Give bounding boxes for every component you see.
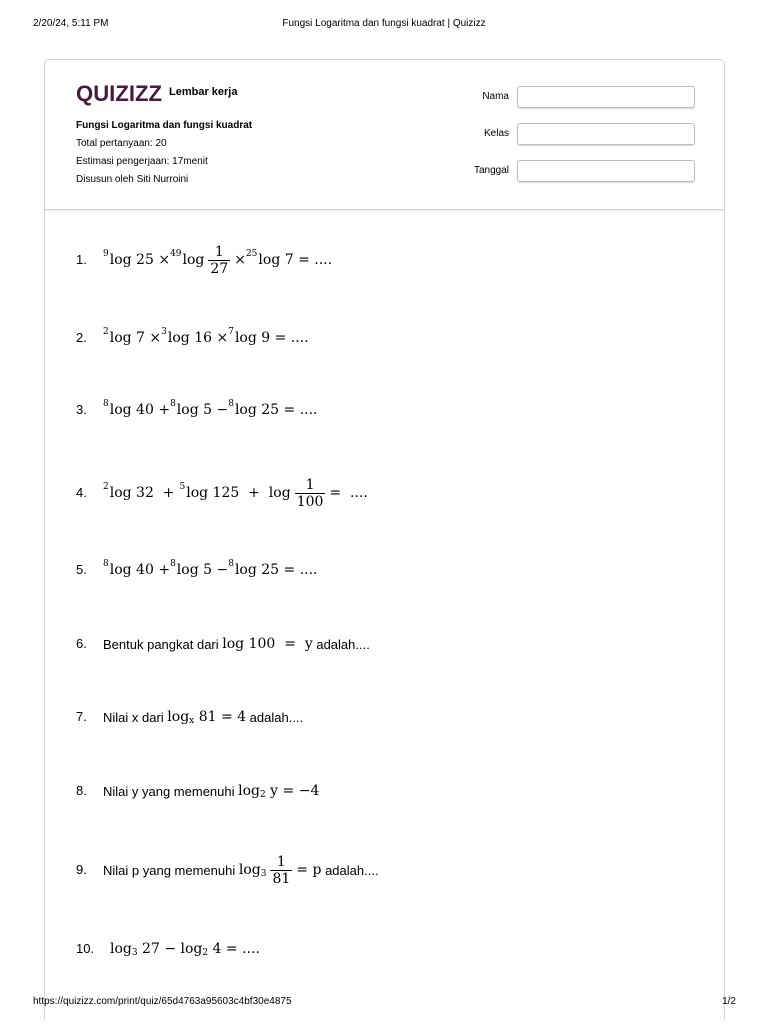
print-datetime: 2/20/24, 5:11 PM	[33, 18, 109, 29]
log-base: 8	[170, 559, 176, 569]
question-number: 6.	[76, 636, 87, 651]
question-suffix: adalah....	[312, 636, 370, 652]
date-field[interactable]	[517, 160, 695, 182]
math-text: log 100 = y	[222, 636, 313, 652]
log-base: 3	[161, 327, 167, 337]
math-text: log 5 −	[176, 562, 229, 578]
math-text: log 40 +	[109, 402, 171, 418]
fraction	[208, 244, 230, 277]
numerator: 1	[276, 853, 286, 870]
question-number: 1.	[76, 252, 87, 267]
log-base: 9	[103, 249, 109, 259]
math-text: log 5 −	[176, 402, 229, 418]
log-base: 2	[103, 327, 109, 337]
math-text: log	[238, 783, 260, 799]
numerator: 1	[214, 243, 224, 260]
question-suffix: adalah....	[321, 862, 379, 878]
math-text: 81 = 4	[194, 709, 247, 725]
class-label: Kelas	[483, 128, 509, 139]
log-base: 2	[260, 790, 266, 800]
question-number: 10.	[76, 941, 95, 956]
question-math	[103, 328, 309, 348]
question-prompt: Nilai x dari	[103, 709, 168, 725]
total-questions: Total pertanyaan: 20	[76, 138, 167, 149]
worksheet-card	[44, 59, 725, 1020]
print-header	[0, 0, 768, 44]
math-text: = p	[296, 862, 322, 878]
log-base: 8	[228, 559, 234, 569]
log-base: 3	[260, 869, 267, 879]
question-text	[103, 850, 379, 890]
quiz-title: Fungsi Logaritma dan fungsi kuadrat	[76, 120, 253, 131]
log-base: 8	[103, 559, 109, 569]
math-text: ×	[234, 252, 246, 268]
question-math	[110, 939, 260, 959]
question-suffix: adalah....	[246, 709, 304, 725]
log-base: 3	[131, 948, 138, 958]
log-base: 8	[170, 399, 176, 409]
log-base: 49	[170, 249, 182, 259]
worksheet-type-label: Lembar kerja	[169, 86, 238, 98]
question-math	[103, 473, 368, 513]
question-number: 2.	[76, 330, 87, 345]
log-base: 7	[228, 327, 234, 337]
math-text: log 40 +	[109, 562, 171, 578]
question-number: 4.	[76, 485, 87, 500]
name-label: Nama	[482, 91, 509, 102]
page-number: 1/2	[722, 996, 736, 1007]
math-text: log 25 = ....	[234, 402, 318, 418]
log-base: 8	[103, 399, 109, 409]
question-number: 9.	[76, 862, 87, 877]
fraction	[270, 854, 292, 887]
name-field[interactable]	[517, 86, 695, 108]
log-base: 5	[179, 482, 186, 492]
math-text: log 125 + log	[186, 485, 291, 501]
question-prompt: Nilai y yang memenuhi	[103, 783, 239, 799]
log-base: 2	[202, 948, 209, 958]
question-text	[103, 707, 303, 727]
math-text: log 7 ×	[109, 330, 162, 346]
worksheet-header	[45, 60, 724, 210]
denominator: 27	[210, 260, 229, 277]
math-text: y = −4	[265, 783, 320, 799]
question-number: 5.	[76, 562, 87, 577]
math-text: log 9 = ....	[234, 330, 309, 346]
log-base: 25	[245, 249, 258, 259]
date-label: Tanggal	[473, 165, 509, 176]
fraction	[295, 477, 326, 510]
question-prompt: Nilai p yang memenuhi	[103, 862, 239, 878]
class-field[interactable]	[517, 123, 695, 145]
question-math	[103, 560, 318, 580]
math-text: log	[182, 252, 205, 268]
log-base: 8	[228, 399, 234, 409]
math-text: = ....	[329, 485, 368, 501]
math-text: log	[238, 862, 261, 878]
question-number: 3.	[76, 402, 87, 417]
math-text: 4 = ....	[208, 941, 260, 957]
print-page-title: Fungsi Logaritma dan fungsi kuadrat | Quizizz	[282, 18, 486, 29]
quizizz-logo	[76, 80, 164, 106]
log-base: x	[189, 716, 195, 726]
math-text: 27 − log	[137, 941, 203, 957]
math-text: log	[167, 709, 190, 725]
question-math	[103, 240, 332, 280]
denominator: 100	[296, 493, 324, 510]
denominator: 81	[272, 870, 291, 887]
question-prompt: Bentuk pangkat dari	[103, 636, 223, 652]
math-text: log	[110, 941, 132, 957]
question-number: 7.	[76, 709, 87, 724]
math-text: log 16 ×	[167, 330, 229, 346]
math-text: log 25 ×	[109, 252, 171, 268]
question-text	[103, 634, 370, 654]
numerator: 1	[305, 476, 315, 493]
question-text	[103, 781, 319, 801]
math-text: log 25 = ....	[234, 562, 318, 578]
author: Disusun oleh Siti Nurroini	[76, 174, 189, 185]
question-math	[103, 400, 318, 420]
log-base: 2	[103, 482, 109, 492]
math-text: log 32 +	[109, 485, 175, 501]
math-text: log 7 = ....	[258, 252, 333, 268]
svg-text:QUIZIZZ: QUIZIZZ	[76, 81, 162, 106]
question-number: 8.	[76, 783, 87, 798]
estimated-time: Estimasi pengerjaan: 17menit	[76, 156, 208, 167]
print-url: https://quizizz.com/print/quiz/65d4763a95603c4bf30e4875	[33, 996, 292, 1007]
